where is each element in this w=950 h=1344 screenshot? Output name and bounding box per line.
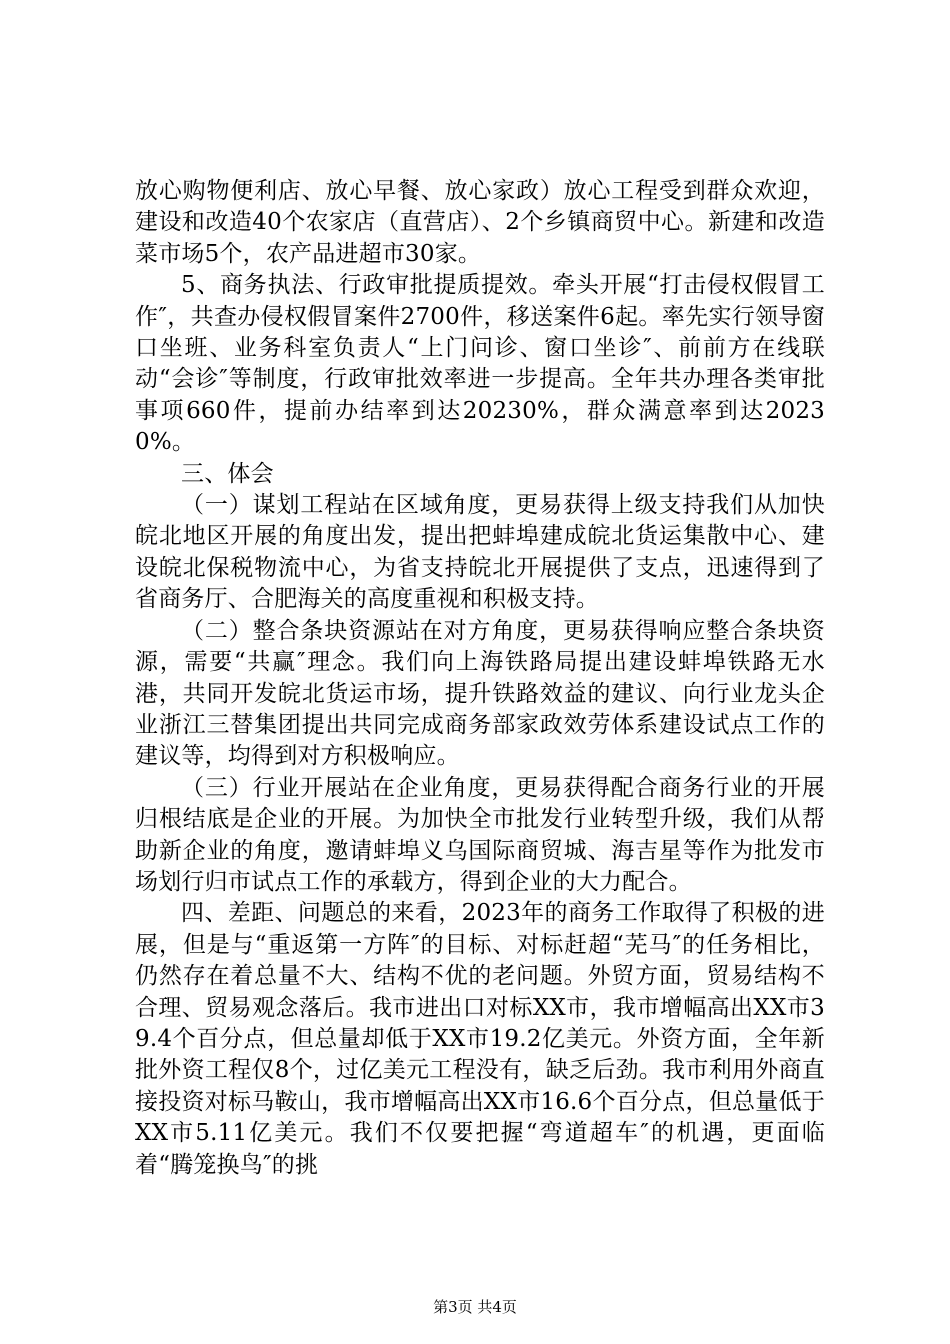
paragraph-experience-2: （二）整合条块资源站在对方角度，更易获得响应整合条块资源，需要“共赢″理念。我们向上海铁路局提出建设蚌埠铁路无水港，共同开发皖北货运市场，提升铁路效益的建议、向行业龙头企业浙江三替集团提出共同完成商务部家政效劳体系建设试点工作的建议等，均得到对方积极响应。 [135, 617, 825, 770]
section-heading-experience: 三、体会 [181, 460, 274, 487]
paragraph-experience-1: （一）谋划工程站在区域角度，更易获得上级支持我们从加快皖北地区开展的角度出发，提出把蚌埠建成皖北货运集散中心、建设皖北保税物流中心，为省支持皖北开展提供了支点，迅速得到了省商务厅、合肥海关的高度重视和积极支持。 [135, 492, 825, 613]
paragraph-experience-3: （三）行业开展站在企业角度，更易获得配合商务行业的开展归根结底是企业的开展。为加快全市批发行业转型升级，我们从帮助新企业的角度，邀请蚌埠义乌国际商贸城、海吉星等作为批发市场划行归市试点工作的承载方，得到企业的大力配合。 [135, 774, 825, 895]
document-body [135, 176, 825, 1181]
paragraph-item-5: 5、商务执法、行政审批提质提效。牵头开展“打击侵权假冒工作″，共查办侵权假冒案件2700件，移送案件6起。率先实行领导窗口坐班、业务科室负责人“上门问诊、窗口坐诊″、前前方在线联动“会诊″等制度，行政审批效率进一步提高。全年共办理各类审批事项660件，提前办结率到达20230%，群众满意率到达20230%。 [135, 272, 825, 456]
paragraph-continuation: 放心购物便利店、放心早餐、放心家政）放心工程受到群众欢迎，建设和改造40个农家店（直营店）、2个乡镇商贸中心。新建和改造菜市场5个，农产品进超市30家。 [135, 178, 825, 267]
paragraph-gaps-problems: 四、差距、问题总的来看，2023年的商务工作取得了积极的进展，但是与“重返第一方阵″的目标、对标赶超“芜马″的任务相比，仍然存在着总量不大、结构不优的老问题。外贸方面，贸易结构不合理、贸易观念落后。我市进出口对标XX市，我市增幅高出XX市39.4个百分点，但总量却低于XX市19.2亿美元。外资方面，全年新批外资工程仅8个，过亿美元工程没有，缺乏后劲。我市利用外商直接投资对标马鞍山，我市增幅高出XX市16.6个百分点，但总量低于XX市5.11亿美元。我们不仅要把握“弯道超车″的机遇，更面临着“腾笼换鸟″的挑 [135, 900, 825, 1178]
page-footer: 第3页 共4页 [433, 1298, 517, 1316]
